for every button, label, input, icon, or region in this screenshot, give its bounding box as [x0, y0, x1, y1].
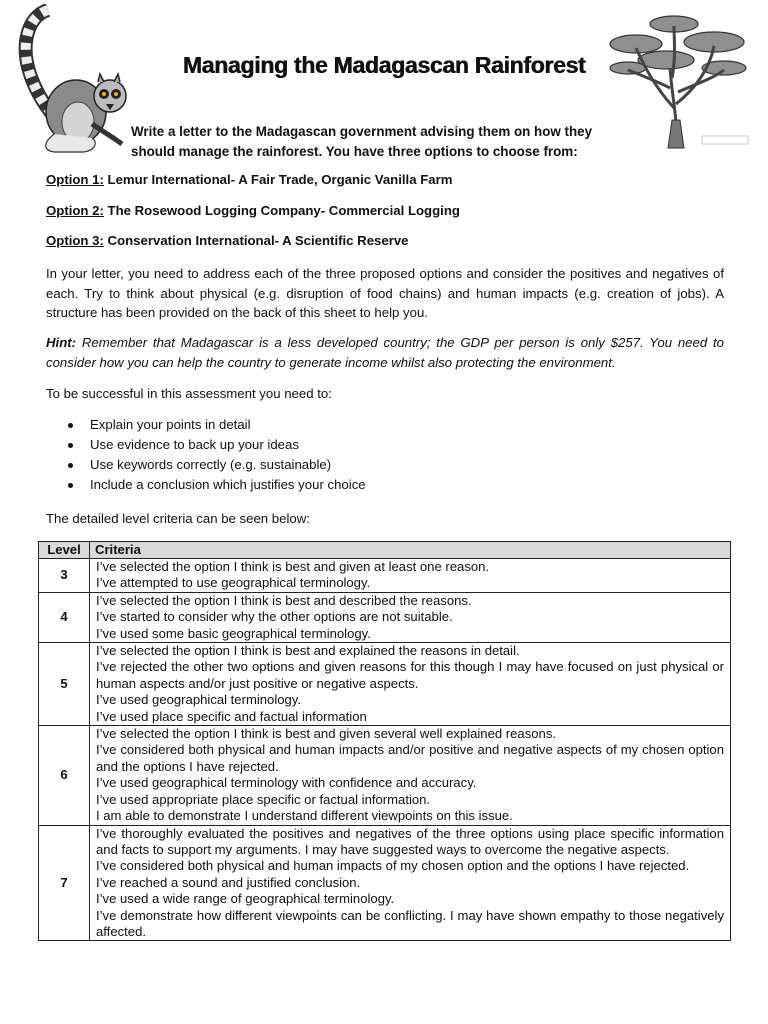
level-cell: 6: [39, 726, 90, 825]
hint-label: Hint:: [46, 335, 77, 350]
option-2: [46, 203, 460, 218]
letter-paragraph: In your letter, you need to address each of the three proposed options and consider the positives and negatives of each. Try to think about physical (e.g. disruption of food chains) and human impacts (e.g. creation of jobs). A structure has been provided on the back of this sheet to help you.: [46, 266, 724, 320]
success-list: [46, 415, 366, 495]
criteria-cell: [90, 825, 731, 941]
table-header-row: [39, 542, 731, 559]
lemur-illustration: [14, 4, 132, 154]
success-intro: To be successful in this assessment you need to:: [46, 386, 332, 401]
option-1: [46, 172, 452, 187]
criteria-line: I’ve demonstrate how different viewpoints can be conflicting. I may have shown empathy to those negatively affected.: [96, 907, 724, 939]
criteria-cell: [90, 643, 731, 726]
table-row: [39, 825, 731, 941]
criteria-line: I am able to demonstrate I understand different viewpoints on this issue.: [96, 808, 513, 824]
level-cell: 5: [39, 643, 90, 726]
intro-text: Write a letter to the Madagascan government advising them on how they should manage the rainforest. You have three options to choose from:: [131, 124, 593, 159]
level-cell: 4: [39, 592, 90, 642]
option-3-text: Conservation International- A Scientific Reserve: [107, 233, 409, 248]
option-2-label: Option 2:: [46, 203, 104, 218]
hint-paragraph: [46, 333, 724, 372]
hint-text: Remember that Madagascar is a less developed country; the GDP per person is only $257. You need to consider how you can help the country to generate income whilst also protecting the environment.: [46, 335, 724, 370]
bullet-icon: [68, 443, 73, 448]
criteria-intro: The detailed level criteria can be seen below:: [46, 511, 310, 526]
success-item: Use evidence to back up your ideas: [46, 435, 366, 455]
criteria-line: I’ve considered both physical and human impacts and/or positive and negative aspects of my chosen option and the options I have rejected.: [96, 742, 724, 774]
criteria-line: I’ve used appropriate place specific or factual information.: [96, 791, 431, 807]
table-row: [39, 643, 731, 726]
criteria-cell: [90, 559, 731, 593]
criteria-line: I’ve attempted to use geographical terminology.: [96, 575, 371, 591]
bullet-icon: [68, 463, 73, 468]
criteria-line: I’ve selected the option I think is best and given several well explained reasons.: [96, 726, 557, 742]
tree-illustration: [606, 8, 756, 150]
option-1-text: Lemur International- A Fair Trade, Organic Vanilla Farm: [107, 172, 453, 187]
criteria-line: I’ve used a wide range of geographical terminology.: [96, 891, 395, 907]
level-cell: 7: [39, 825, 90, 941]
criteria-line: I’ve used some basic geographical terminology.: [96, 625, 371, 641]
page-title: Managing the Madagascan Rainforest: [182, 52, 586, 78]
criteria-line: I’ve used geographical terminology with confidence and accuracy.: [96, 775, 477, 791]
criteria-line: I’ve reached a sound and justified conclusion.: [96, 874, 361, 890]
bullet-icon: [68, 483, 73, 488]
criteria-line: I’ve started to consider why the other options are not suitable.: [96, 609, 453, 625]
criteria-line: I’ve selected the option I think is best and given at least one reason.: [96, 559, 490, 574]
table-row: [39, 726, 731, 825]
success-item: Include a conclusion which justifies your choice: [46, 475, 366, 495]
criteria-line: I’ve considered both physical and human impacts of my chosen option and the options I have rejected.: [96, 858, 690, 874]
level-header: Level: [39, 542, 90, 559]
criteria-table: [38, 541, 731, 941]
success-item: Explain your points in detail: [46, 415, 366, 435]
criteria-cell: [90, 592, 731, 642]
criteria-line: I’ve selected the option I think is best and explained the reasons in detail.: [96, 643, 520, 659]
table-row: [39, 559, 731, 593]
option-1-label: Option 1:: [46, 172, 104, 187]
criteria-line: I’ve used geographical terminology.: [96, 692, 302, 708]
bullet-icon: [68, 423, 73, 428]
criteria-cell: [90, 726, 731, 825]
success-item: Use keywords correctly (e.g. sustainable): [46, 455, 366, 475]
level-cell: 3: [39, 559, 90, 593]
criteria-line: I’ve rejected the other two options and given reasons for this though I may have focused on just physical or human aspects and/or just positive or negative aspects.: [96, 659, 724, 691]
option-3-label: Option 3:: [46, 233, 104, 248]
criteria-line: I’ve selected the option I think is best and described the reasons.: [96, 592, 472, 608]
table-row: [39, 592, 731, 642]
option-2-text: The Rosewood Logging Company- Commercial Logging: [107, 203, 460, 218]
criteria-line: I’ve thoroughly evaluated the positives and negatives of the three options using place specific information and facts to support my arguments. I may have suggested ways to overcome the negative aspects.: [96, 825, 724, 857]
criteria-line: I’ve used place specific and factual information: [96, 708, 367, 724]
option-3: [46, 233, 409, 248]
criteria-header: Criteria: [90, 542, 731, 559]
